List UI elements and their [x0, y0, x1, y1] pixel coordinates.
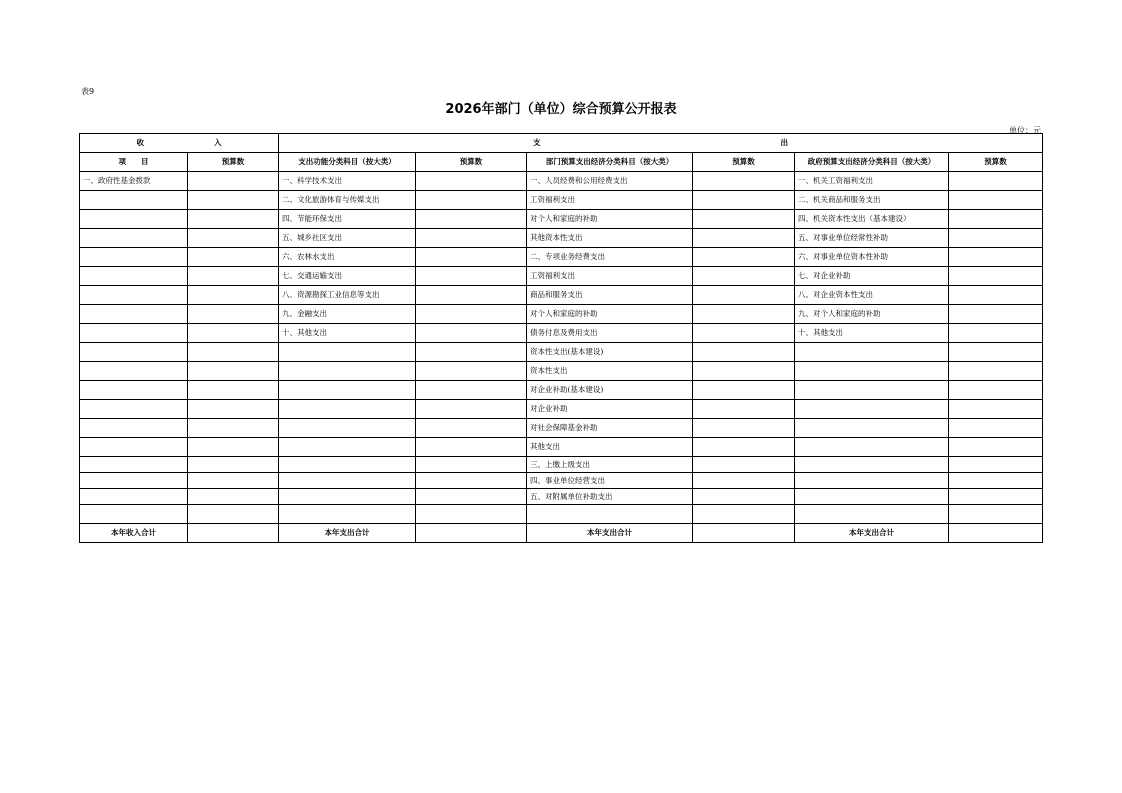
total-dept-budget [693, 524, 795, 543]
income-item-cell [80, 381, 188, 400]
income-item-cell [80, 229, 188, 248]
income-budget-cell [188, 191, 279, 210]
table-row [80, 267, 1043, 286]
income-item-cell [80, 489, 188, 505]
gov-budget-cell [949, 381, 1043, 400]
table-row [80, 248, 1043, 267]
income-item-cell [80, 191, 188, 210]
table-number: 表9 [81, 87, 95, 96]
income-item-cell [80, 473, 188, 489]
dept-budget-cell [693, 267, 795, 286]
income-budget-cell [188, 457, 279, 473]
total-income-budget [188, 524, 279, 543]
function-category-cell: 十、其他支出 [279, 324, 416, 343]
gov-economic-category-cell [795, 457, 949, 473]
total-function-label: 本年支出合计 [279, 524, 416, 543]
dept-budget-cell [693, 489, 795, 505]
dept-budget-cell [693, 505, 795, 524]
function-budget-cell [416, 381, 527, 400]
dept-economic-category-cell [527, 505, 693, 524]
gov-economic-category-cell [795, 473, 949, 489]
income-item-cell [80, 286, 188, 305]
income-budget-cell [188, 324, 279, 343]
gov-budget-cell [949, 324, 1043, 343]
total-function-budget [416, 524, 527, 543]
group-header-row [80, 134, 1043, 153]
dept-economic-category-cell: 资本性支出(基本建设) [527, 343, 693, 362]
gov-budget-cell [949, 489, 1043, 505]
dept-economic-category-cell: 工资福利支出 [527, 191, 693, 210]
table-row [80, 381, 1043, 400]
dept-budget-cell [693, 324, 795, 343]
table-row [80, 324, 1043, 343]
table-row [80, 505, 1043, 524]
function-budget-cell [416, 457, 527, 473]
dept-economic-category-cell: 对个人和家庭的补助 [527, 210, 693, 229]
table-row [80, 489, 1043, 505]
gov-budget-cell [949, 191, 1043, 210]
function-category-cell [279, 362, 416, 381]
function-budget-cell [416, 438, 527, 457]
dept-economic-category-cell: 对社会保障基金补助 [527, 419, 693, 438]
function-category-cell: 四、节能环保支出 [279, 210, 416, 229]
function-category-cell [279, 457, 416, 473]
income-item-cell [80, 248, 188, 267]
function-budget-cell [416, 419, 527, 438]
gov-budget-cell [949, 419, 1043, 438]
function-budget-cell [416, 248, 527, 267]
income-item-cell: 一、政府性基金拨款 [80, 172, 188, 191]
expense-group-header [279, 134, 1043, 153]
gov-budget-cell [949, 305, 1043, 324]
table-row [80, 210, 1043, 229]
function-budget-cell [416, 324, 527, 343]
header-gov-economic-category: 政府预算支出经济分类科目（按大类） [795, 153, 949, 172]
total-gov-label: 本年支出合计 [795, 524, 949, 543]
income-budget-cell [188, 438, 279, 457]
table-row [80, 419, 1043, 438]
function-category-cell [279, 473, 416, 489]
gov-budget-cell [949, 343, 1043, 362]
expense-group-char-2: 出 [780, 138, 789, 148]
dept-economic-category-cell: 资本性支出 [527, 362, 693, 381]
table-row [80, 286, 1043, 305]
dept-budget-cell [693, 400, 795, 419]
function-budget-cell [416, 343, 527, 362]
total-income-label: 本年收入合计 [80, 524, 188, 543]
income-item-cell [80, 267, 188, 286]
gov-economic-category-cell: 九、对个人和家庭的补助 [795, 305, 949, 324]
dept-budget-cell [693, 362, 795, 381]
dept-economic-category-cell: 五、对附属单位补助支出 [527, 489, 693, 505]
column-header-row [80, 153, 1043, 172]
header-dept-economic-category: 部门预算支出经济分类科目（按大类） [527, 153, 693, 172]
gov-economic-category-cell: 十、其他支出 [795, 324, 949, 343]
gov-budget-cell [949, 248, 1043, 267]
expense-group-char-1: 支 [533, 138, 541, 148]
gov-economic-category-cell: 六、对事业单位资本性补助 [795, 248, 949, 267]
gov-economic-category-cell [795, 438, 949, 457]
dept-budget-cell [693, 229, 795, 248]
income-budget-cell [188, 473, 279, 489]
income-budget-cell [188, 400, 279, 419]
dept-economic-category-cell: 对企业补助 [527, 400, 693, 419]
dept-budget-cell [693, 172, 795, 191]
dept-economic-category-cell: 其他支出 [527, 438, 693, 457]
gov-economic-category-cell: 一、机关工资福利支出 [795, 172, 949, 191]
total-gov-budget [949, 524, 1043, 543]
gov-budget-cell [949, 438, 1043, 457]
gov-economic-category-cell [795, 489, 949, 505]
dept-budget-cell [693, 305, 795, 324]
gov-economic-category-cell [795, 362, 949, 381]
gov-economic-category-cell [795, 400, 949, 419]
function-budget-cell [416, 210, 527, 229]
dept-economic-category-cell: 对企业补助(基本建设) [527, 381, 693, 400]
income-budget-cell [188, 172, 279, 191]
gov-economic-category-cell: 五、对事业单位经常性补助 [795, 229, 949, 248]
gov-economic-category-cell [795, 419, 949, 438]
dept-budget-cell [693, 191, 795, 210]
gov-budget-cell [949, 473, 1043, 489]
gov-budget-cell [949, 286, 1043, 305]
dept-budget-cell [693, 438, 795, 457]
dept-economic-category-cell: 工资福利支出 [527, 267, 693, 286]
function-category-cell [279, 343, 416, 362]
gov-economic-category-cell: 二、机关商品和服务支出 [795, 191, 949, 210]
gov-economic-category-cell [795, 381, 949, 400]
dept-budget-cell [693, 381, 795, 400]
function-budget-cell [416, 505, 527, 524]
function-category-cell [279, 419, 416, 438]
income-item-cell [80, 400, 188, 419]
dept-budget-cell [693, 473, 795, 489]
income-item-cell [80, 324, 188, 343]
function-budget-cell [416, 267, 527, 286]
table-row [80, 473, 1043, 489]
dept-economic-category-cell: 四、事业单位经营支出 [527, 473, 693, 489]
function-budget-cell [416, 362, 527, 381]
income-budget-cell [188, 305, 279, 324]
function-budget-cell [416, 286, 527, 305]
total-dept-label: 本年支出合计 [527, 524, 693, 543]
dept-budget-cell [693, 457, 795, 473]
gov-economic-category-cell: 八、对企业资本性支出 [795, 286, 949, 305]
income-item-cell [80, 343, 188, 362]
function-budget-cell [416, 229, 527, 248]
function-category-cell: 五、城乡社区支出 [279, 229, 416, 248]
income-item-cell [80, 362, 188, 381]
function-category-cell: 二、文化旅游体育与传媒支出 [279, 191, 416, 210]
income-group-char-2: 入 [214, 138, 222, 148]
dept-economic-category-cell: 二、专项业务经费支出 [527, 248, 693, 267]
income-item-cell [80, 210, 188, 229]
gov-economic-category-cell: 四、机关资本性支出（基本建设） [795, 210, 949, 229]
function-category-cell [279, 505, 416, 524]
gov-budget-cell [949, 172, 1043, 191]
gov-economic-category-cell [795, 505, 949, 524]
income-group-header [80, 134, 279, 153]
function-budget-cell [416, 172, 527, 191]
dept-budget-cell [693, 343, 795, 362]
dept-economic-category-cell: 债务付息及费用支出 [527, 324, 693, 343]
function-budget-cell [416, 191, 527, 210]
table-row [80, 438, 1043, 457]
dept-economic-category-cell: 对个人和家庭的补助 [527, 305, 693, 324]
header-budget-income: 预算数 [188, 153, 279, 172]
function-category-cell: 七、交通运输支出 [279, 267, 416, 286]
page-title: 2026年部门（单位）综合预算公开报表 [445, 102, 677, 117]
gov-budget-cell [949, 505, 1043, 524]
gov-budget-cell [949, 457, 1043, 473]
dept-budget-cell [693, 210, 795, 229]
dept-economic-category-cell: 一、人员经费和公用经费支出 [527, 172, 693, 191]
income-budget-cell [188, 248, 279, 267]
income-item-cell [80, 419, 188, 438]
gov-budget-cell [949, 362, 1043, 381]
header-budget-function: 预算数 [416, 153, 527, 172]
table-row [80, 457, 1043, 473]
income-budget-cell [188, 343, 279, 362]
table-row [80, 400, 1043, 419]
income-budget-cell [188, 267, 279, 286]
table-row [80, 191, 1043, 210]
totals-row [80, 524, 1043, 543]
table-row [80, 172, 1043, 191]
function-category-cell [279, 438, 416, 457]
header-item: 项 目 [80, 153, 188, 172]
dept-economic-category-cell: 商品和服务支出 [527, 286, 693, 305]
gov-budget-cell [949, 267, 1043, 286]
function-category-cell [279, 400, 416, 419]
function-budget-cell [416, 489, 527, 505]
function-category-cell [279, 489, 416, 505]
function-category-cell: 九、金融支出 [279, 305, 416, 324]
function-category-cell: 一、科学技术支出 [279, 172, 416, 191]
income-budget-cell [188, 210, 279, 229]
function-budget-cell [416, 473, 527, 489]
income-budget-cell [188, 505, 279, 524]
dept-economic-category-cell: 其他资本性支出 [527, 229, 693, 248]
dept-economic-category-cell: 三、上缴上级支出 [527, 457, 693, 473]
income-group-char-1: 收 [136, 138, 144, 148]
gov-budget-cell [949, 400, 1043, 419]
income-budget-cell [188, 489, 279, 505]
table-row [80, 343, 1043, 362]
header-budget-dept: 预算数 [693, 153, 795, 172]
income-item-cell [80, 505, 188, 524]
gov-budget-cell [949, 229, 1043, 248]
function-category-cell: 六、农林水支出 [279, 248, 416, 267]
function-budget-cell [416, 305, 527, 324]
dept-budget-cell [693, 248, 795, 267]
dept-budget-cell [693, 419, 795, 438]
unit-label: 单位：元 [1009, 126, 1041, 135]
header-function-category: 支出功能分类科目（按大类） [279, 153, 416, 172]
function-category-cell: 八、资源勘探工业信息等支出 [279, 286, 416, 305]
table-row [80, 229, 1043, 248]
income-budget-cell [188, 229, 279, 248]
header-budget-gov: 预算数 [949, 153, 1043, 172]
income-budget-cell [188, 419, 279, 438]
gov-budget-cell [949, 210, 1043, 229]
income-budget-cell [188, 286, 279, 305]
income-item-cell [80, 438, 188, 457]
function-category-cell [279, 381, 416, 400]
gov-economic-category-cell [795, 343, 949, 362]
income-budget-cell [188, 362, 279, 381]
function-budget-cell [416, 400, 527, 419]
income-budget-cell [188, 381, 279, 400]
budget-table [79, 133, 1043, 543]
table-row [80, 362, 1043, 381]
dept-budget-cell [693, 286, 795, 305]
table-row [80, 305, 1043, 324]
income-item-cell [80, 305, 188, 324]
gov-economic-category-cell: 七、对企业补助 [795, 267, 949, 286]
income-item-cell [80, 457, 188, 473]
